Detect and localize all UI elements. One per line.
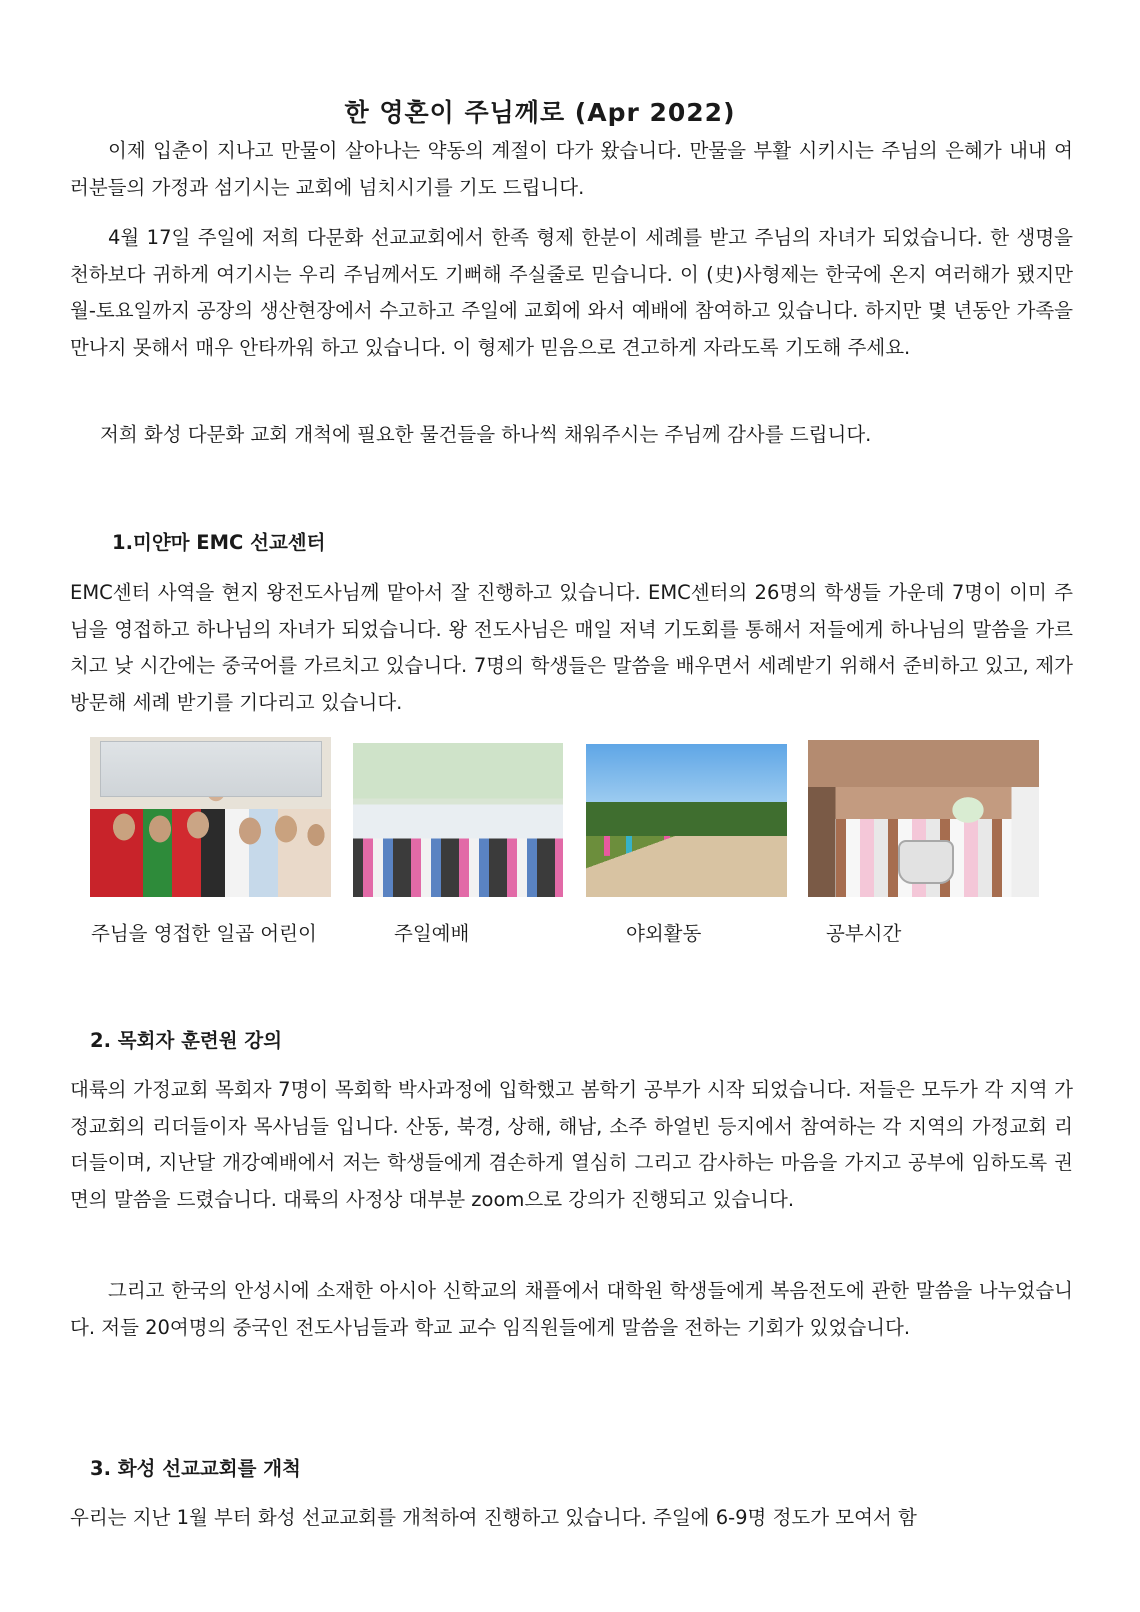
page-title: 한 영혼이 주님께로 (Apr 2022) [344,97,736,127]
photo-sunday-worship [353,743,563,897]
caption-seven-children: 주님을 영접한 일곱 어린이 [91,922,317,945]
caption-outdoor-activity: 야외활동 [626,922,702,945]
photo-seven-children [90,737,331,897]
intro-paragraph-3: 저희 화성 다문화 교회 개척에 필요한 물건들을 하나씩 채워주시는 주님께 감사를 드립니다. [100,423,872,446]
section-2-paragraph-2: 그리고 한국의 안성시에 소재한 아시아 신학교의 채플에서 대학원 학생들에게 복음전도에 관한 말씀을 나누었습니다. 저들 20여명의 중국인 전도사님들과 학교 교수 임직원들에게 말씀을 전하는 기회가 있었습니다. [70,1279,1073,1339]
section-3-paragraph: 우리는 지난 1월 부터 화성 선교교회를 개척하여 진행하고 있습니다. 주일에 6-9명 정도가 모여서 함 [70,1506,917,1529]
section-2-heading: 2. 목회자 훈련원 강의 [90,1029,283,1052]
caption-sunday-worship: 주일예배 [394,922,470,945]
caption-study-time: 공부시간 [826,922,902,945]
section-2-paragraph-1: 대륙의 가정교회 목회자 7명이 목회학 박사과정에 입학했고 봄학기 공부가 시작 되었습니다. 저들은 모두가 각 지역 가정교회의 리더들이자 목사님들 입니다. 산동, 북경, 상해, 해남, 소주 하얼빈 등지에서 참여하는 각 지역의 가정교회 리더들이며, 지난달 개강예배에서 저는 학생들에게 겸손하게 열심히 그리고 감사하는 마음을 가지고 공부에 임하도록 권면의 말씀을 드렸습니다. 대륙의 사정상 대부분 zoom으로 강의가 진행되고 있습니다. [70,1078,1073,1211]
photo-outdoor-activity [586,744,787,897]
section-1-paragraph: EMC센터 사역을 현지 왕전도사님께 맡아서 잘 진행하고 있습니다. EMC센터의 26명의 학생들 가운데 7명이 이미 주님을 영접하고 하나님의 자녀가 되었습니다. 왕 전도사님은 매일 저녁 기도회를 통해서 저들에게 하나님의 말씀을 가르치고 낮 시간에는 중국어를 가르치고 있습니다. 7명의 학생들은 말씀을 배우면서 세례받기 위해서 준비하고 있고, 제가 방문해 세례 받기를 기다리고 있습니다. [70,581,1073,714]
intro-paragraph-2: 4월 17일 주일에 저희 다문화 선교교회에서 한족 형제 한분이 세례를 받고 주님의 자녀가 되었습니다. 한 생명을 천하보다 귀하게 여기시는 우리 주님께서도 기뻐해 주실줄로 믿습니다. 이 (史)사형제는 한국에 온지 여러해가 됐지만 월-토요일까지 공장의 생산현장에서 수고하고 주일에 교회에 와서 예배에 참여하고 있습니다. 하지만 몇 년동안 가족을 만나지 못해서 매우 안타까워 하고 있습니다. 이 형제가 믿음으로 견고하게 자라도록 기도해 주세요. [70,226,1073,359]
section-3-heading: 3. 화성 선교교회를 개척 [90,1457,301,1480]
photo-study-time [808,740,1039,897]
intro-paragraph-1: 이제 입춘이 지나고 만물이 살아나는 약동의 계절이 다가 왔습니다. 만물을 부활 시키시는 주님의 은혜가 내내 여러분들의 가정과 섬기시는 교회에 넘치시기를 기도 드립니다. [70,139,1073,199]
section-1-heading: 1.미얀마 EMC 선교센터 [112,531,326,554]
